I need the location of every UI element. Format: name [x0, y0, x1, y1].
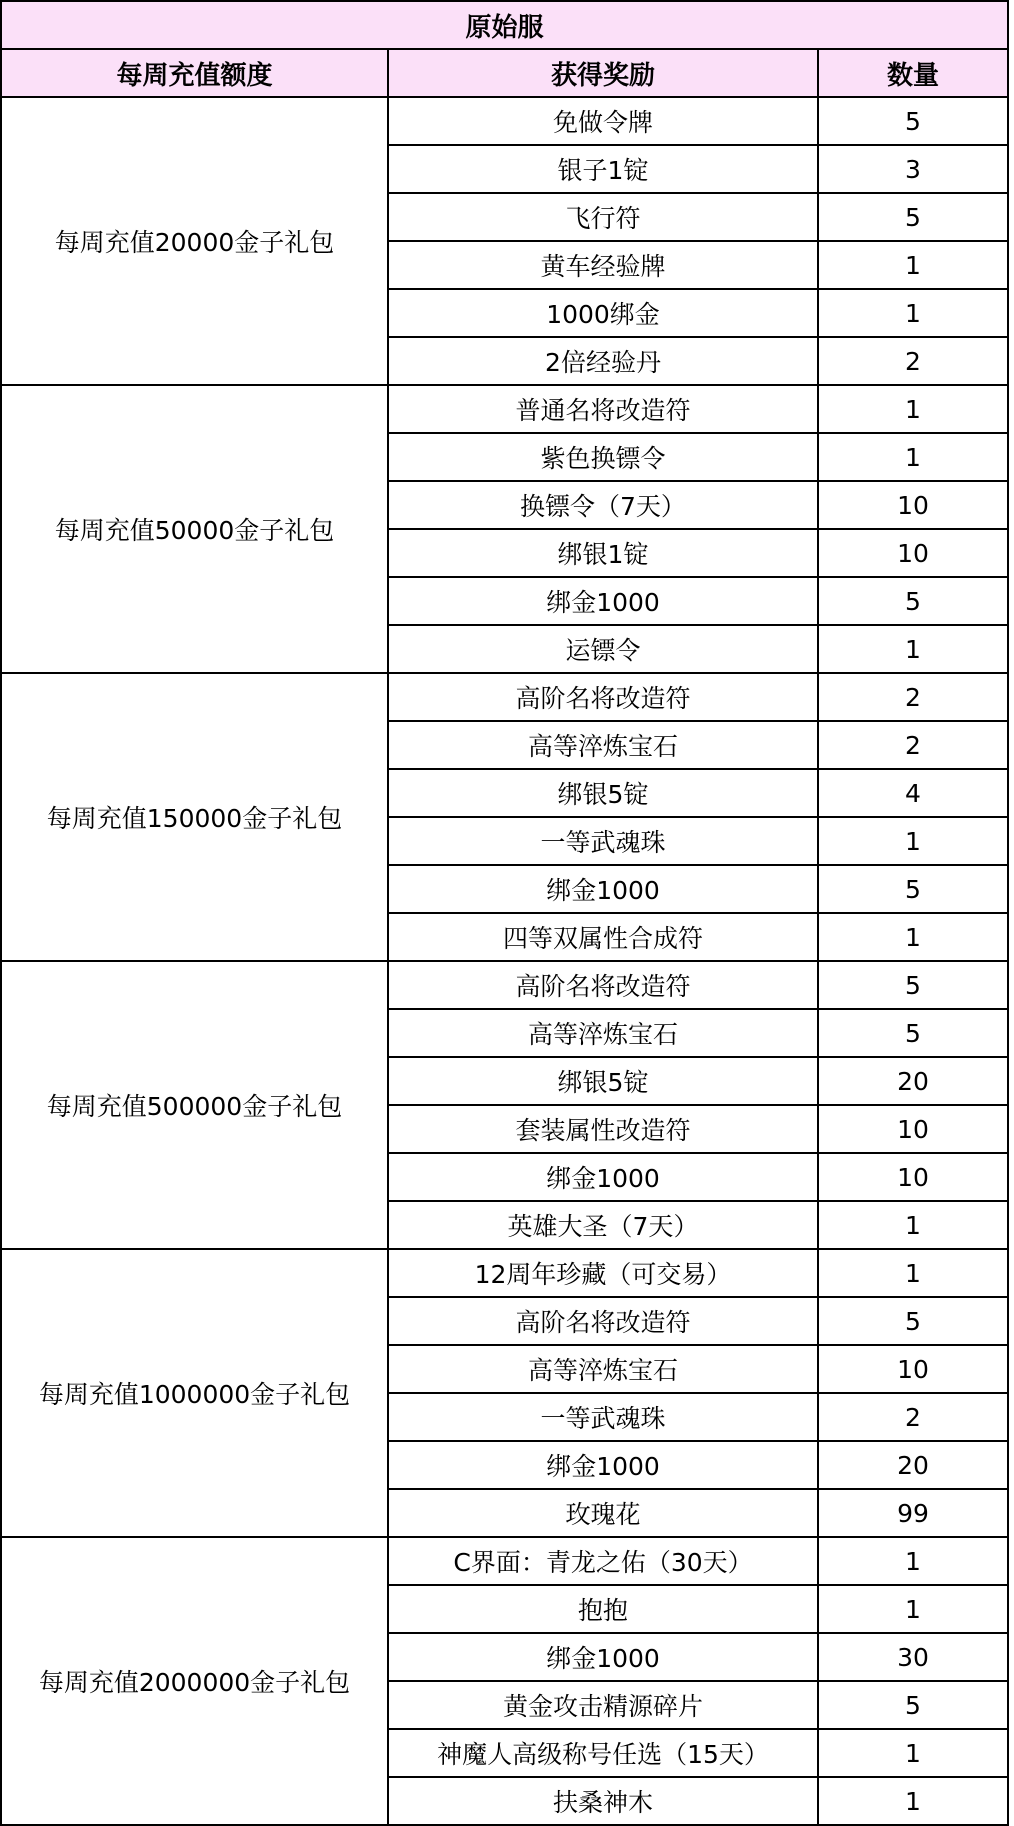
reward-cell: 一等武魂珠 [388, 1393, 818, 1441]
header-row [1, 49, 1008, 97]
title-row [1, 1, 1008, 49]
quantity-cell: 30 [818, 1633, 1008, 1681]
quantity-cell: 99 [818, 1489, 1008, 1537]
reward-cell: C界面：青龙之佑（30天） [388, 1537, 818, 1585]
tier-label-cell: 每周充值2000000金子礼包 [1, 1537, 388, 1825]
tier-label-cell: 每周充值500000金子礼包 [1, 961, 388, 1249]
reward-cell: 玫瑰花 [388, 1489, 818, 1537]
quantity-cell: 1 [818, 1537, 1008, 1585]
header-tier: 每周充值额度 [1, 49, 388, 97]
tier-label-cell: 每周充值20000金子礼包 [1, 97, 388, 385]
reward-cell: 免做令牌 [388, 97, 818, 145]
quantity-cell: 2 [818, 1393, 1008, 1441]
reward-cell: 高等淬炼宝石 [388, 721, 818, 769]
reward-cell: 套装属性改造符 [388, 1105, 818, 1153]
quantity-cell: 20 [818, 1057, 1008, 1105]
reward-cell: 高等淬炼宝石 [388, 1345, 818, 1393]
tier-label-cell: 每周充值1000000金子礼包 [1, 1249, 388, 1537]
reward-cell: 12周年珍藏（可交易） [388, 1249, 818, 1297]
quantity-cell: 10 [818, 481, 1008, 529]
reward-cell: 绑金1000 [388, 865, 818, 913]
reward-cell: 绑银5锭 [388, 769, 818, 817]
reward-cell: 运镖令 [388, 625, 818, 673]
header-quantity: 数量 [818, 49, 1008, 97]
reward-cell: 紫色换镖令 [388, 433, 818, 481]
quantity-cell: 1 [818, 1201, 1008, 1249]
quantity-cell: 4 [818, 769, 1008, 817]
tier-label-cell: 每周充值150000金子礼包 [1, 673, 388, 961]
reward-cell: 黄金攻击精源碎片 [388, 1681, 818, 1729]
quantity-cell: 1 [818, 1729, 1008, 1777]
quantity-cell: 2 [818, 721, 1008, 769]
table-row [1, 961, 1008, 1009]
table-row [1, 385, 1008, 433]
table-row [1, 1249, 1008, 1297]
quantity-cell: 10 [818, 1153, 1008, 1201]
reward-cell: 绑金1000 [388, 1633, 818, 1681]
reward-cell: 一等武魂珠 [388, 817, 818, 865]
quantity-cell: 1 [818, 1777, 1008, 1825]
quantity-cell: 10 [818, 529, 1008, 577]
reward-cell: 四等双属性合成符 [388, 913, 818, 961]
table-row [1, 97, 1008, 145]
reward-cell: 绑金1000 [388, 577, 818, 625]
reward-cell: 绑银5锭 [388, 1057, 818, 1105]
reward-cell: 普通名将改造符 [388, 385, 818, 433]
reward-cell: 神魔人高级称号任选（15天） [388, 1729, 818, 1777]
quantity-cell: 20 [818, 1441, 1008, 1489]
reward-cell: 银子1锭 [388, 145, 818, 193]
table-row [1, 1537, 1008, 1585]
reward-cell: 高等淬炼宝石 [388, 1009, 818, 1057]
table-body [1, 97, 1008, 1825]
quantity-cell: 10 [818, 1345, 1008, 1393]
quantity-cell: 1 [818, 385, 1008, 433]
quantity-cell: 5 [818, 193, 1008, 241]
reward-cell: 飞行符 [388, 193, 818, 241]
quantity-cell: 1 [818, 241, 1008, 289]
quantity-cell: 1 [818, 913, 1008, 961]
quantity-cell: 5 [818, 97, 1008, 145]
table-row [1, 673, 1008, 721]
quantity-cell: 1 [818, 433, 1008, 481]
quantity-cell: 1 [818, 1249, 1008, 1297]
reward-cell: 高阶名将改造符 [388, 961, 818, 1009]
reward-cell: 高阶名将改造符 [388, 1297, 818, 1345]
quantity-cell: 2 [818, 673, 1008, 721]
quantity-cell: 3 [818, 145, 1008, 193]
quantity-cell: 10 [818, 1105, 1008, 1153]
reward-cell: 绑金1000 [388, 1153, 818, 1201]
reward-cell: 绑银1锭 [388, 529, 818, 577]
reward-cell: 英雄大圣（7天） [388, 1201, 818, 1249]
reward-cell: 换镖令（7天） [388, 481, 818, 529]
reward-cell: 黄车经验牌 [388, 241, 818, 289]
reward-cell: 1000绑金 [388, 289, 818, 337]
header-reward: 获得奖励 [388, 49, 818, 97]
reward-cell: 抱抱 [388, 1585, 818, 1633]
quantity-cell: 1 [818, 1585, 1008, 1633]
quantity-cell: 5 [818, 1681, 1008, 1729]
reward-cell: 2倍经验丹 [388, 337, 818, 385]
quantity-cell: 2 [818, 337, 1008, 385]
quantity-cell: 5 [818, 577, 1008, 625]
table-title: 原始服 [1, 1, 1008, 49]
tier-label-cell: 每周充值50000金子礼包 [1, 385, 388, 673]
quantity-cell: 5 [818, 1297, 1008, 1345]
quantity-cell: 5 [818, 865, 1008, 913]
reward-cell: 绑金1000 [388, 1441, 818, 1489]
quantity-cell: 1 [818, 625, 1008, 673]
reward-cell: 扶桑神木 [388, 1777, 818, 1825]
quantity-cell: 1 [818, 817, 1008, 865]
quantity-cell: 5 [818, 961, 1008, 1009]
reward-cell: 高阶名将改造符 [388, 673, 818, 721]
quantity-cell: 1 [818, 289, 1008, 337]
quantity-cell: 5 [818, 1009, 1008, 1057]
